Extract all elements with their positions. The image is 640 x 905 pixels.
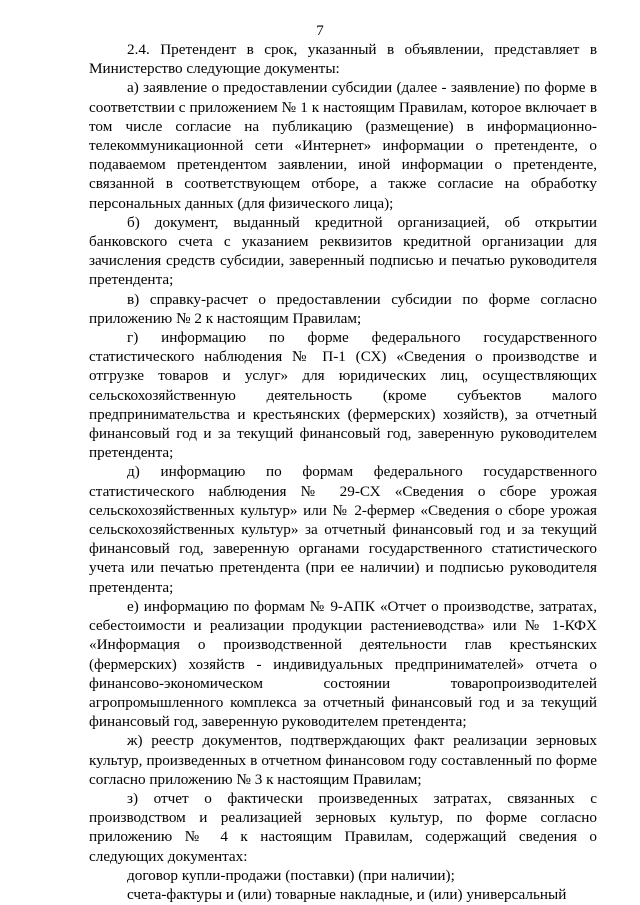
paragraph-item-e: е) информацию по формам № 9-АПК «Отчет о производстве, затратах, себестоимости и реализации продукции растениеводства» или № 1-КФХ «Информация о производственной деятельности глав крестьянских (фермерских) хозяйств - индивидуальных предпринимателей» отчета о финансово-экономическом состоянии товаропроизводителей агропромышленного комплекса за отчетный финансовый год и за текущий финансовый год, заверенную руководителем претендента; [89,597,597,731]
paragraph-item-g: г) информацию по форме федерального государственного статистического наблюдения № П-1 (СХ) «Сведения о производстве и отгрузке товаров и услуг» для юридических лиц, осуществляющих сельскохозяйственную деятельность (кроме субъектов малого предпринимательства и крестьянских (фермерских) хозяйств), за отчетный финансовый год и за текущий финансовый год, заверенную руководителем претендента; [89,329,597,462]
paragraph-item-zh: ж) реестр документов, подтверждающих факт реализации зерновых культур, произведенных в отчетном финансовом году составленный по форме согласно приложению № 3 к настоящим Правилам; [89,732,597,788]
paragraph-2-4: 2.4. Претендент в срок, указанный в объявлении, представляет в Министерство следующие документы: [89,41,597,78]
paragraph-item-v: в) справку-расчет о предоставлении субсидии по форме согласно приложению № 2 к настоящим Правилам; [89,290,597,327]
paragraph-item-z: з) отчет о фактически произведенных затратах, связанных с производством и реализацией зерновых культур, по форме согласно приложению № 4 к настоящим Правилам, содержащий сведения о следующих документах: [89,789,597,865]
paragraph-contract: договор купли-продажи (поставки) (при наличии); [127,866,455,884]
page-number: 7 [316,23,324,39]
document-body [89,40,597,904]
paragraph-item-d: д) информацию по формам федерального государственного статистического наблюдения № 29-СХ «Сведения о сборе урожая сельскохозяйственных культур» или № 2-фермер «Сведения о сборе урожая сельскохозяйственных культур» за отчетный финансовый год и за текущий финансовый год, заверенную органами государственного статистического учета или печатью претендента (при ее наличии) и подписью руководителя претендента; [89,463,597,596]
paragraph-item-a: а) заявление о предоставлении субсидии (далее - заявление) по форме в соответствии с приложением № 1 к настоящим Правилам, которое включает в том числе согласие на публикацию (размещение) в информационно-телекоммуникационной сети «Интернет» информации о претенденте, о подаваемом претендентом заявлении, иной информации о претенденте, связанной в соответствующем отборе, а также согласие на обработку персональных данных (для физического лица); [89,79,597,212]
paragraph-item-b: б) документ, выданный кредитной организацией, об открытии банковского счета с указанием реквизитов кредитной организации для зачисления средств субсидии, заверенный подписью и печатью руководителя претендента; [89,213,597,289]
paragraph-invoices: счета-фактуры и (или) товарные накладные, и (или) универсальный [127,885,567,903]
